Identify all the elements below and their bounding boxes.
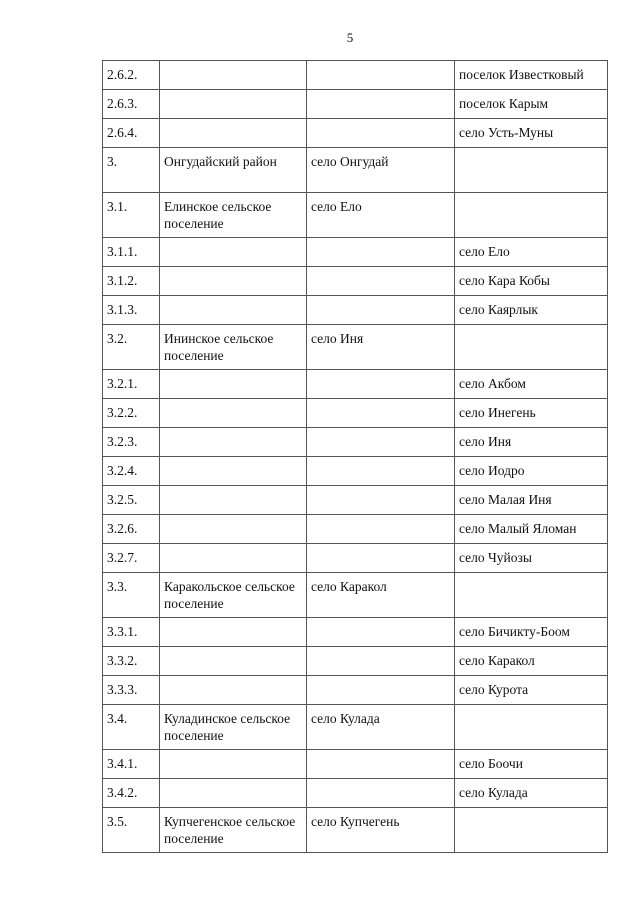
municipality-cell bbox=[160, 370, 307, 399]
settlement-cell: село Малая Иня bbox=[455, 486, 608, 515]
settlement-cell: поселок Известковый bbox=[455, 61, 608, 90]
table-row bbox=[103, 296, 608, 325]
municipality-cell: Каракольское сельское поселение bbox=[160, 573, 307, 618]
admin-center-cell bbox=[307, 119, 455, 148]
settlement-cell bbox=[455, 705, 608, 750]
table-row bbox=[103, 193, 608, 238]
table-row bbox=[103, 544, 608, 573]
row-number-cell: 3.2.1. bbox=[103, 370, 160, 399]
municipality-cell bbox=[160, 779, 307, 808]
settlement-cell: село Ело bbox=[455, 238, 608, 267]
row-number-cell: 3.3. bbox=[103, 573, 160, 618]
row-number-cell: 3.4.1. bbox=[103, 750, 160, 779]
settlement-cell: село Кулада bbox=[455, 779, 608, 808]
admin-center-cell bbox=[307, 647, 455, 676]
admin-center-cell bbox=[307, 779, 455, 808]
admin-center-cell bbox=[307, 515, 455, 544]
municipality-cell bbox=[160, 296, 307, 325]
row-number-cell: 3.2.2. bbox=[103, 399, 160, 428]
municipality-cell bbox=[160, 399, 307, 428]
admin-center-cell bbox=[307, 676, 455, 705]
admin-center-cell bbox=[307, 428, 455, 457]
row-number-cell: 2.6.3. bbox=[103, 90, 160, 119]
settlement-cell: село Бичикту-Боом bbox=[455, 618, 608, 647]
admin-center-cell: село Ело bbox=[307, 193, 455, 238]
municipality-cell bbox=[160, 676, 307, 705]
municipality-cell bbox=[160, 457, 307, 486]
settlement-cell: поселок Карым bbox=[455, 90, 608, 119]
table-row bbox=[103, 148, 608, 193]
table-row bbox=[103, 267, 608, 296]
municipality-cell: Ининское сельское поселение bbox=[160, 325, 307, 370]
admin-center-cell bbox=[307, 90, 455, 119]
row-number-cell: 3. bbox=[103, 148, 160, 193]
table-row bbox=[103, 428, 608, 457]
row-number-cell: 3.4.2. bbox=[103, 779, 160, 808]
table-row bbox=[103, 573, 608, 618]
row-number-cell: 3.2.5. bbox=[103, 486, 160, 515]
table-row bbox=[103, 119, 608, 148]
table-row bbox=[103, 808, 608, 853]
admin-center-cell: село Кулада bbox=[307, 705, 455, 750]
row-number-cell: 3.1. bbox=[103, 193, 160, 238]
admin-center-cell: село Купчегень bbox=[307, 808, 455, 853]
municipality-cell bbox=[160, 61, 307, 90]
row-number-cell: 3.2.3. bbox=[103, 428, 160, 457]
row-number-cell: 3.3.1. bbox=[103, 618, 160, 647]
row-number-cell: 2.6.2. bbox=[103, 61, 160, 90]
row-number-cell: 3.5. bbox=[103, 808, 160, 853]
table-row bbox=[103, 515, 608, 544]
settlement-cell bbox=[455, 325, 608, 370]
settlement-cell: село Усть-Муны bbox=[455, 119, 608, 148]
table-row bbox=[103, 486, 608, 515]
settlement-cell: село Каярлык bbox=[455, 296, 608, 325]
admin-center-cell bbox=[307, 370, 455, 399]
municipality-cell bbox=[160, 119, 307, 148]
admin-center-cell bbox=[307, 238, 455, 267]
admin-center-cell: село Иня bbox=[307, 325, 455, 370]
admin-center-cell: село Онгудай bbox=[307, 148, 455, 193]
municipality-cell: Куладинское сельское поселение bbox=[160, 705, 307, 750]
settlements-table-body bbox=[103, 61, 608, 853]
settlement-cell bbox=[455, 808, 608, 853]
municipality-cell bbox=[160, 618, 307, 647]
municipality-cell bbox=[160, 90, 307, 119]
table-row bbox=[103, 779, 608, 808]
admin-center-cell bbox=[307, 61, 455, 90]
admin-center-cell bbox=[307, 486, 455, 515]
admin-center-cell bbox=[307, 544, 455, 573]
admin-center-cell bbox=[307, 267, 455, 296]
municipality-cell: Купчегенское сельское поселение bbox=[160, 808, 307, 853]
row-number-cell: 3.2.4. bbox=[103, 457, 160, 486]
settlements-table bbox=[102, 60, 608, 853]
table-row bbox=[103, 61, 608, 90]
admin-center-cell: село Каракол bbox=[307, 573, 455, 618]
row-number-cell: 3.2.7. bbox=[103, 544, 160, 573]
admin-center-cell bbox=[307, 457, 455, 486]
table-row bbox=[103, 457, 608, 486]
settlement-cell: село Иня bbox=[455, 428, 608, 457]
table-row bbox=[103, 238, 608, 267]
table-row bbox=[103, 647, 608, 676]
municipality-cell bbox=[160, 750, 307, 779]
table-row bbox=[103, 676, 608, 705]
row-number-cell: 3.4. bbox=[103, 705, 160, 750]
row-number-cell: 3.2. bbox=[103, 325, 160, 370]
admin-center-cell bbox=[307, 750, 455, 779]
municipality-cell bbox=[160, 238, 307, 267]
municipality-cell bbox=[160, 515, 307, 544]
row-number-cell: 3.1.3. bbox=[103, 296, 160, 325]
municipality-cell bbox=[160, 428, 307, 457]
admin-center-cell bbox=[307, 399, 455, 428]
municipality-cell: Онгудайский район bbox=[160, 148, 307, 193]
admin-center-cell bbox=[307, 618, 455, 647]
municipality-cell bbox=[160, 544, 307, 573]
table-row bbox=[103, 399, 608, 428]
settlement-cell: село Каракол bbox=[455, 647, 608, 676]
admin-center-cell bbox=[307, 296, 455, 325]
settlement-cell: село Малый Яломан bbox=[455, 515, 608, 544]
settlement-cell bbox=[455, 193, 608, 238]
row-number-cell: 3.1.2. bbox=[103, 267, 160, 296]
municipality-cell bbox=[160, 267, 307, 296]
table-row bbox=[103, 618, 608, 647]
table-row bbox=[103, 90, 608, 119]
table-row bbox=[103, 370, 608, 399]
settlement-cell: село Боочи bbox=[455, 750, 608, 779]
row-number-cell: 3.1.1. bbox=[103, 238, 160, 267]
table-row bbox=[103, 750, 608, 779]
row-number-cell: 2.6.4. bbox=[103, 119, 160, 148]
row-number-cell: 3.2.6. bbox=[103, 515, 160, 544]
settlement-cell: село Чуйозы bbox=[455, 544, 608, 573]
page-number: 5 bbox=[346, 30, 354, 45]
row-number-cell: 3.3.2. bbox=[103, 647, 160, 676]
table-row bbox=[103, 325, 608, 370]
municipality-cell: Елинское сельское поселение bbox=[160, 193, 307, 238]
municipality-cell bbox=[160, 486, 307, 515]
settlement-cell: село Иодро bbox=[455, 457, 608, 486]
settlement-cell bbox=[455, 573, 608, 618]
settlement-cell: село Курота bbox=[455, 676, 608, 705]
row-number-cell: 3.3.3. bbox=[103, 676, 160, 705]
municipality-cell bbox=[160, 647, 307, 676]
table-row bbox=[103, 705, 608, 750]
settlement-cell bbox=[455, 148, 608, 193]
settlement-cell: село Кара Кобы bbox=[455, 267, 608, 296]
settlement-cell: село Акбом bbox=[455, 370, 608, 399]
settlement-cell: село Инегень bbox=[455, 399, 608, 428]
